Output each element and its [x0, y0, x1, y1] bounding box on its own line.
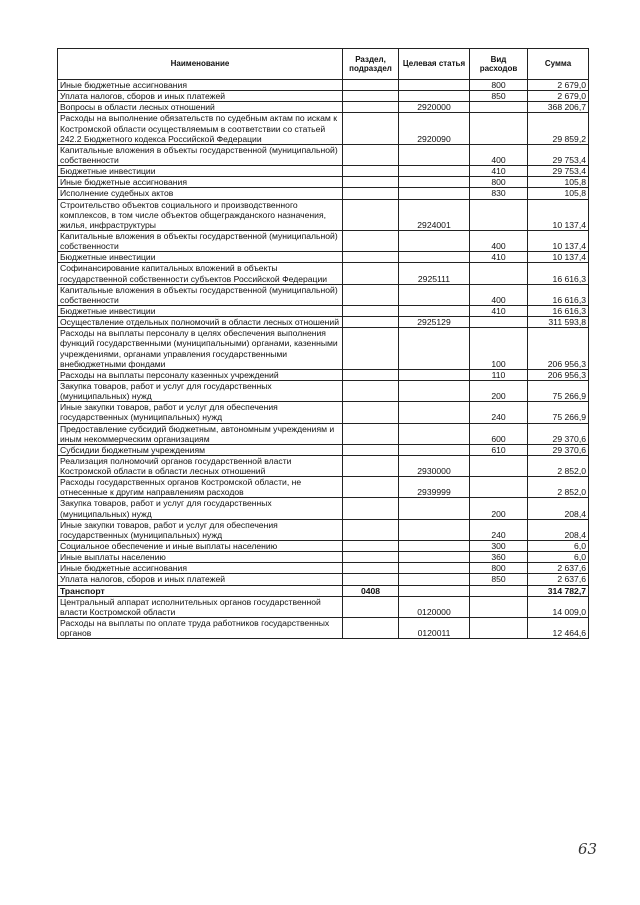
header-article: Целевая статья — [399, 49, 470, 80]
cell-article: 2925111 — [399, 263, 470, 284]
cell-section — [343, 252, 399, 263]
cell-article — [399, 563, 470, 574]
cell-type: 610 — [470, 444, 528, 455]
table-row — [58, 444, 589, 455]
cell-type — [470, 477, 528, 498]
cell-name: Бюджетные инвестиции — [58, 252, 343, 263]
cell-name: Социальное обеспечение и иные выплаты населению — [58, 541, 343, 552]
cell-name: Иные бюджетные ассигнования — [58, 177, 343, 188]
table-row — [58, 541, 589, 552]
cell-sum: 206 956,3 — [528, 369, 589, 380]
cell-type: 100 — [470, 328, 528, 370]
cell-section — [343, 328, 399, 370]
table-row — [58, 91, 589, 102]
cell-type: 410 — [470, 166, 528, 177]
cell-type: 400 — [470, 284, 528, 305]
cell-type: 200 — [470, 380, 528, 401]
cell-section — [343, 188, 399, 199]
cell-type: 410 — [470, 305, 528, 316]
cell-name: Бюджетные инвестиции — [58, 305, 343, 316]
table-row — [58, 328, 589, 370]
cell-section — [343, 618, 399, 639]
cell-article — [399, 166, 470, 177]
cell-type: 800 — [470, 563, 528, 574]
cell-section — [343, 563, 399, 574]
cell-article — [399, 369, 470, 380]
cell-type: 410 — [470, 252, 528, 263]
cell-type: 110 — [470, 369, 528, 380]
table-row — [58, 585, 589, 596]
cell-type: 800 — [470, 177, 528, 188]
cell-sum: 10 137,4 — [528, 230, 589, 251]
cell-sum: 2 679,0 — [528, 80, 589, 91]
table-row — [58, 166, 589, 177]
cell-type: 400 — [470, 144, 528, 165]
table-row — [58, 519, 589, 540]
table-header-row — [58, 49, 589, 80]
cell-article — [399, 402, 470, 423]
cell-name: Иные выплаты населению — [58, 552, 343, 563]
cell-section — [343, 263, 399, 284]
cell-section — [343, 144, 399, 165]
cell-article — [399, 380, 470, 401]
cell-name: Расходы на выплаты по оплате труда работников государственных органов — [58, 618, 343, 639]
cell-sum: 16 616,3 — [528, 305, 589, 316]
cell-article — [399, 177, 470, 188]
cell-section — [343, 552, 399, 563]
cell-type — [470, 455, 528, 476]
cell-type: 240 — [470, 519, 528, 540]
cell-sum: 368 206,7 — [528, 102, 589, 113]
cell-type: 360 — [470, 552, 528, 563]
cell-sum: 29 859,2 — [528, 113, 589, 144]
cell-type: 830 — [470, 188, 528, 199]
budget-table — [57, 48, 589, 639]
cell-name: Центральный аппарат исполнительных органов государственной власти Костромской области — [58, 596, 343, 617]
cell-type — [470, 113, 528, 144]
cell-article — [399, 144, 470, 165]
table-row — [58, 423, 589, 444]
table-row — [58, 305, 589, 316]
cell-article: 2920090 — [399, 113, 470, 144]
cell-section — [343, 402, 399, 423]
cell-article: 2924001 — [399, 199, 470, 230]
table-row — [58, 477, 589, 498]
cell-type: 850 — [470, 574, 528, 585]
table-row — [58, 80, 589, 91]
header-section: Раздел, подраздел — [343, 49, 399, 80]
cell-sum: 10 137,4 — [528, 199, 589, 230]
cell-name: Транспорт — [58, 585, 343, 596]
cell-name: Иные бюджетные ассигнования — [58, 80, 343, 91]
cell-name: Закупка товаров, работ и услуг для государственных (муниципальных) нужд — [58, 380, 343, 401]
cell-name: Расходы государственных органов Костромской области, не отнесенные к другим направлениям расходов — [58, 477, 343, 498]
cell-article — [399, 284, 470, 305]
cell-name: Вопросы в области лесных отношений — [58, 102, 343, 113]
table-row — [58, 380, 589, 401]
table-row — [58, 284, 589, 305]
cell-sum: 314 782,7 — [528, 585, 589, 596]
cell-type: 200 — [470, 498, 528, 519]
cell-sum: 2 637,6 — [528, 563, 589, 574]
cell-section — [343, 444, 399, 455]
cell-name: Субсидии бюджетным учреждениям — [58, 444, 343, 455]
cell-sum: 2 852,0 — [528, 455, 589, 476]
header-sum: Сумма — [528, 49, 589, 80]
cell-type — [470, 596, 528, 617]
cell-section — [343, 230, 399, 251]
cell-article — [399, 498, 470, 519]
cell-sum: 29 753,4 — [528, 166, 589, 177]
page-number: 63 — [578, 840, 598, 858]
table-row — [58, 317, 589, 328]
table-row — [58, 369, 589, 380]
cell-type: 400 — [470, 230, 528, 251]
table-row — [58, 618, 589, 639]
cell-sum: 16 616,3 — [528, 284, 589, 305]
cell-sum: 75 266,9 — [528, 402, 589, 423]
cell-article — [399, 552, 470, 563]
cell-article: 0120000 — [399, 596, 470, 617]
cell-sum: 208,4 — [528, 498, 589, 519]
table-row — [58, 230, 589, 251]
table-row — [58, 455, 589, 476]
cell-article — [399, 80, 470, 91]
header-name: Наименование — [58, 49, 343, 80]
cell-section — [343, 519, 399, 540]
cell-sum: 75 266,9 — [528, 380, 589, 401]
cell-section — [343, 317, 399, 328]
cell-article — [399, 423, 470, 444]
cell-section — [343, 380, 399, 401]
cell-article — [399, 305, 470, 316]
cell-section — [343, 113, 399, 144]
cell-section — [343, 477, 399, 498]
cell-article: 2939999 — [399, 477, 470, 498]
cell-name: Расходы на выплаты персоналу казенных учреждений — [58, 369, 343, 380]
cell-name: Реализация полномочий органов государственной власти Костромской области в области лесных отношений — [58, 455, 343, 476]
cell-sum: 10 137,4 — [528, 252, 589, 263]
cell-sum: 29 370,6 — [528, 444, 589, 455]
cell-sum: 14 009,0 — [528, 596, 589, 617]
cell-section — [343, 80, 399, 91]
table-row — [58, 102, 589, 113]
cell-name: Предоставление субсидий бюджетным, автономным учреждениям и иным некоммерческим организациям — [58, 423, 343, 444]
cell-sum: 2 637,6 — [528, 574, 589, 585]
header-type: Вид расходов — [470, 49, 528, 80]
cell-article — [399, 230, 470, 251]
cell-type — [470, 199, 528, 230]
cell-article: 2930000 — [399, 455, 470, 476]
table-row — [58, 144, 589, 165]
cell-name: Иные закупки товаров, работ и услуг для обеспечения государственных (муниципальных) нужд — [58, 519, 343, 540]
cell-type — [470, 102, 528, 113]
cell-type — [470, 618, 528, 639]
cell-article — [399, 574, 470, 585]
cell-section — [343, 541, 399, 552]
table-row — [58, 402, 589, 423]
cell-name: Бюджетные инвестиции — [58, 166, 343, 177]
table-row — [58, 574, 589, 585]
cell-type — [470, 263, 528, 284]
cell-sum: 105,8 — [528, 177, 589, 188]
cell-section — [343, 596, 399, 617]
cell-type: 240 — [470, 402, 528, 423]
cell-section — [343, 455, 399, 476]
cell-type — [470, 317, 528, 328]
table-row — [58, 113, 589, 144]
cell-article — [399, 91, 470, 102]
table-row — [58, 252, 589, 263]
cell-name: Капитальные вложения в объекты государственной (муниципальной) собственности — [58, 284, 343, 305]
cell-name: Строительство объектов социального и производственного комплексов, в том числе объектов общегражданского назначения, жилья, инфраструктуры — [58, 199, 343, 230]
cell-article: 2920000 — [399, 102, 470, 113]
cell-section — [343, 284, 399, 305]
cell-section — [343, 574, 399, 585]
cell-sum: 29 753,4 — [528, 144, 589, 165]
cell-type: 800 — [470, 80, 528, 91]
cell-name: Капитальные вложения в объекты государственной (муниципальной) собственности — [58, 144, 343, 165]
cell-sum: 2 679,0 — [528, 91, 589, 102]
cell-article — [399, 188, 470, 199]
cell-type: 850 — [470, 91, 528, 102]
cell-sum: 12 464,6 — [528, 618, 589, 639]
cell-name: Уплата налогов, сборов и иных платежей — [58, 91, 343, 102]
cell-sum: 6,0 — [528, 541, 589, 552]
cell-name: Софинансирование капитальных вложений в объекты государственной собственности субъектов Российской Федерации — [58, 263, 343, 284]
cell-sum: 208,4 — [528, 519, 589, 540]
cell-name: Уплата налогов, сборов и иных платежей — [58, 574, 343, 585]
cell-name: Капитальные вложения в объекты государственной (муниципальной) собственности — [58, 230, 343, 251]
cell-section — [343, 91, 399, 102]
cell-section — [343, 498, 399, 519]
cell-section — [343, 102, 399, 113]
cell-type: 300 — [470, 541, 528, 552]
cell-name: Закупка товаров, работ и услуг для государственных (муниципальных) нужд — [58, 498, 343, 519]
cell-sum: 29 370,6 — [528, 423, 589, 444]
cell-sum: 105,8 — [528, 188, 589, 199]
table-row — [58, 498, 589, 519]
cell-name: Расходы на выплаты персоналу в целях обеспечения выполнения функций государственными (муниципальными) органами, казенными учреждениями, органами управления государственными внебюджетными фондами — [58, 328, 343, 370]
cell-article — [399, 444, 470, 455]
cell-article — [399, 328, 470, 370]
cell-article: 2925129 — [399, 317, 470, 328]
cell-section — [343, 305, 399, 316]
table-row — [58, 188, 589, 199]
cell-sum: 16 616,3 — [528, 263, 589, 284]
table-row — [58, 563, 589, 574]
cell-section — [343, 199, 399, 230]
cell-type — [470, 585, 528, 596]
table-row — [58, 177, 589, 188]
cell-section — [343, 177, 399, 188]
cell-sum: 311 593,8 — [528, 317, 589, 328]
table-row — [58, 263, 589, 284]
cell-name: Иные закупки товаров, работ и услуг для обеспечения государственных (муниципальных) нужд — [58, 402, 343, 423]
cell-section — [343, 423, 399, 444]
cell-name: Осуществление отдельных полномочий в области лесных отношений — [58, 317, 343, 328]
table-row — [58, 199, 589, 230]
cell-type: 600 — [470, 423, 528, 444]
cell-sum: 206 956,3 — [528, 328, 589, 370]
cell-article — [399, 585, 470, 596]
cell-article: 0120011 — [399, 618, 470, 639]
cell-article — [399, 519, 470, 540]
table-body — [58, 80, 589, 639]
cell-name: Иные бюджетные ассигнования — [58, 563, 343, 574]
cell-sum: 6,0 — [528, 552, 589, 563]
table-row — [58, 552, 589, 563]
cell-name: Расходы на выполнение обязательств по судебным актам по искам к Костромской области осуществляемым в соответствии со статьей 242.2 Бюджетного кодекса Российской Федерации — [58, 113, 343, 144]
cell-article — [399, 252, 470, 263]
cell-section: 0408 — [343, 585, 399, 596]
table-row — [58, 596, 589, 617]
cell-name: Исполнение судебных актов — [58, 188, 343, 199]
cell-section — [343, 166, 399, 177]
cell-sum: 2 852,0 — [528, 477, 589, 498]
cell-article — [399, 541, 470, 552]
cell-section — [343, 369, 399, 380]
